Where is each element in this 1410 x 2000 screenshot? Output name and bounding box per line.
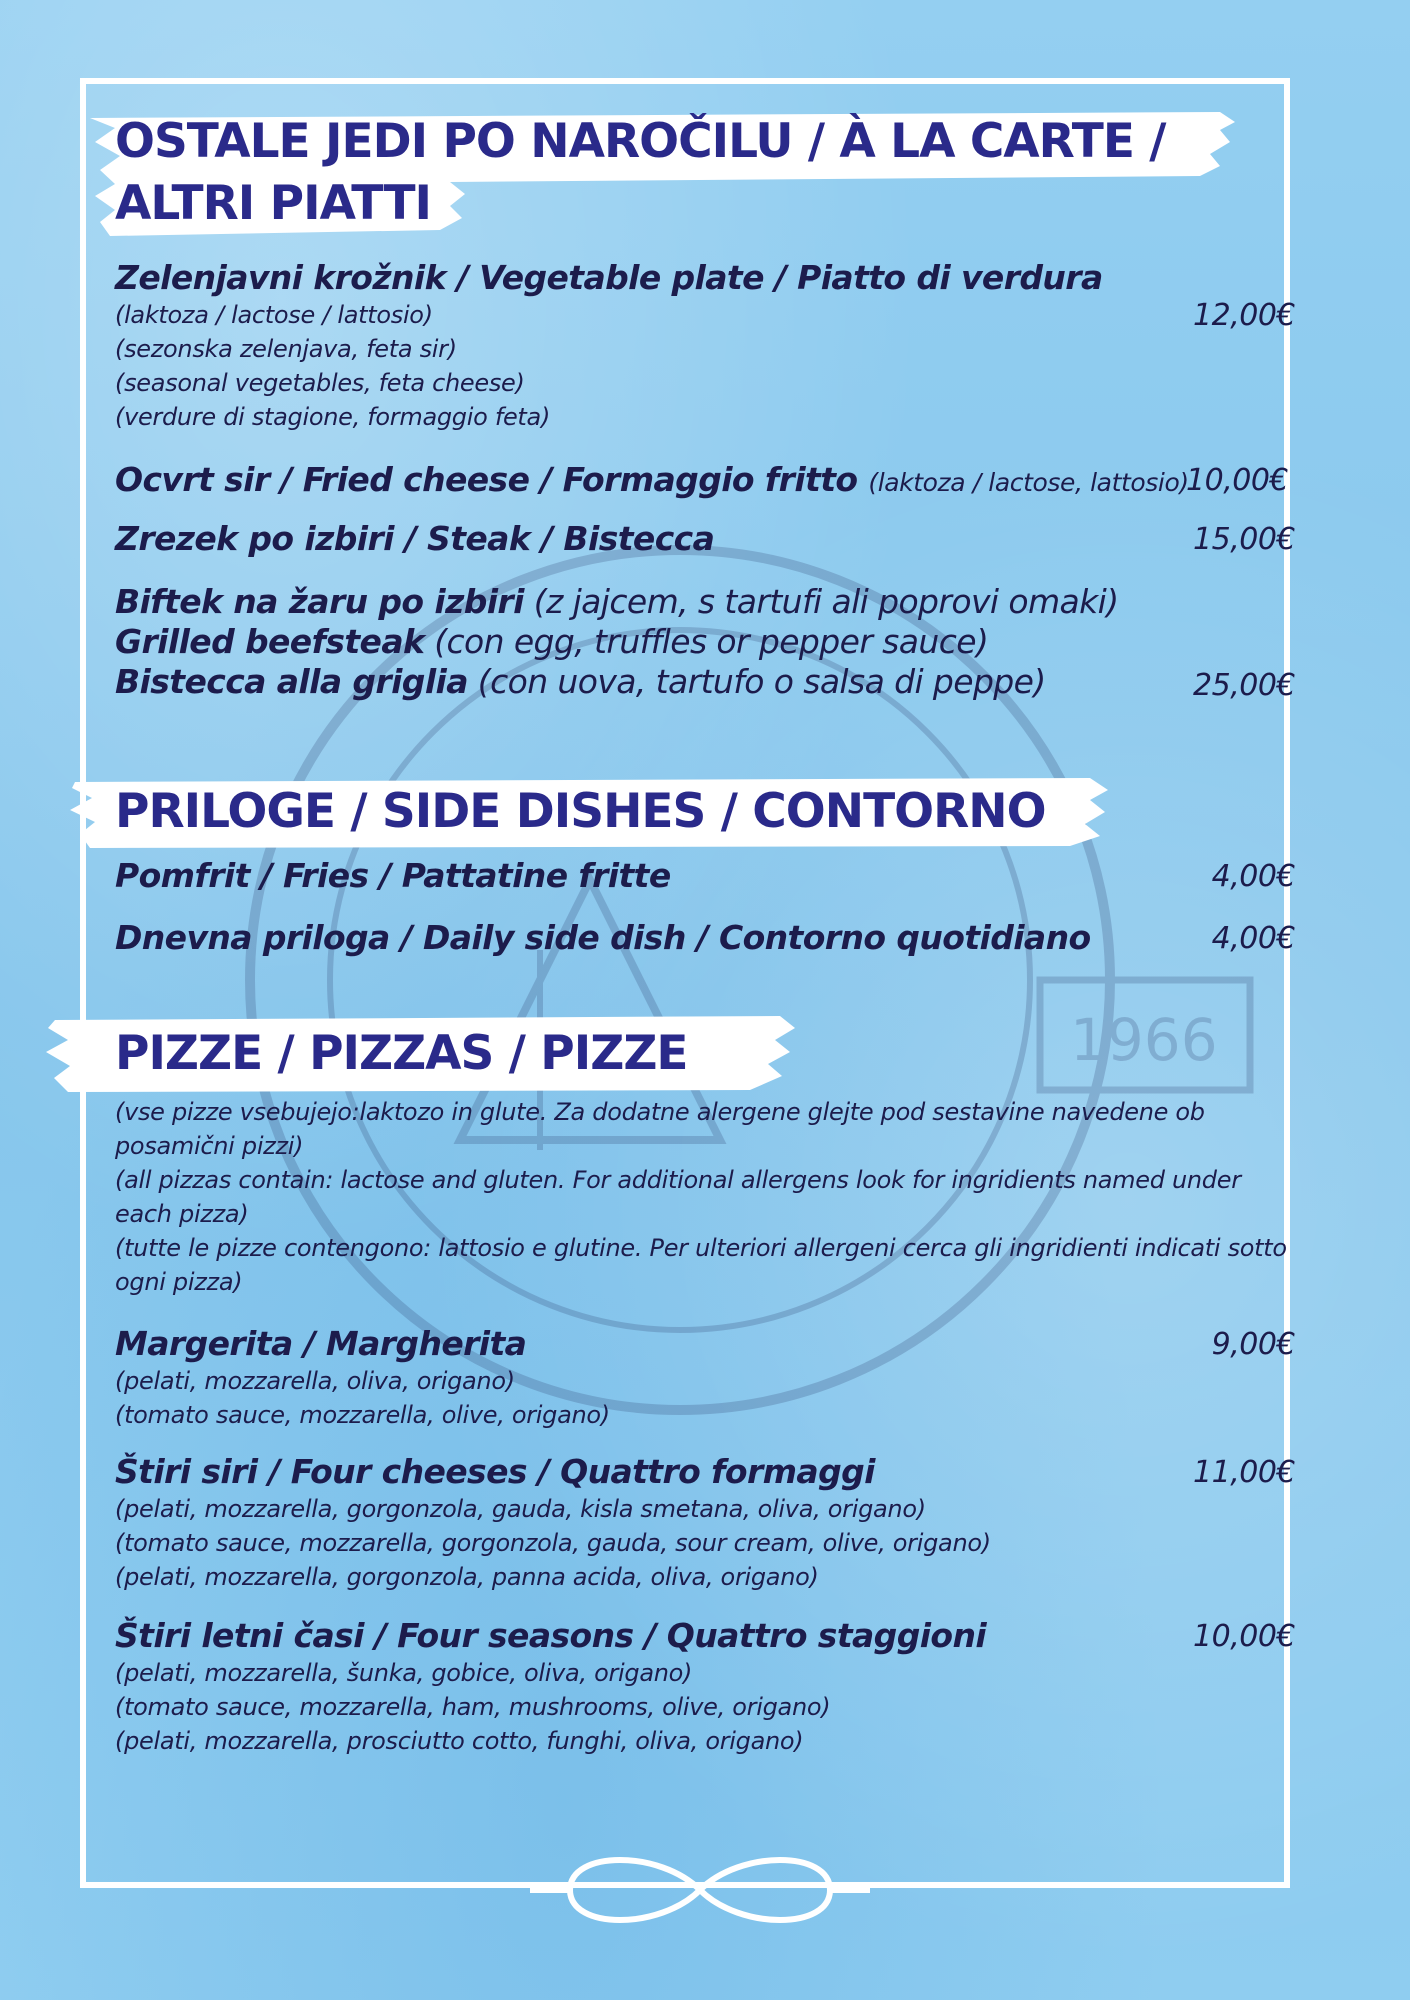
item-desc-1: (pelati, mozzarella, šunka, gobice, oliva, origano) (115, 1659, 693, 1687)
item-price: 12,00€ (1193, 298, 1295, 333)
item-desc-1: (pelati, mozzarella, oliva, origano) (115, 1367, 515, 1395)
item-price: 4,00€ (1211, 921, 1295, 956)
item-name: Štiri letni časi / Four seasons / Quattro staggioni (115, 1616, 987, 1655)
item-price: 10,00€ (1186, 463, 1288, 498)
section-header-a-la-carte (70, 104, 1250, 244)
item-desc-2: (tomato sauce, mozzarella, gorgonzola, gauda, sour cream, olive, origano) (115, 1529, 991, 1557)
item-name: Zrezek po izbiri / Steak / Bistecca (115, 519, 715, 558)
item-name-en: Grilled beefsteak (115, 622, 425, 661)
item-desc-sl: (z jajcem, s tartufi ali poprovi omaki) (523, 582, 1119, 621)
item-desc-en: (seasonal vegetables, feta cheese) (115, 369, 525, 397)
item-allergens: (laktoza / lactose / lattosio) (115, 301, 433, 329)
item-desc-sl: (sezonska zelenjava, feta sir) (115, 335, 457, 363)
item-price: 11,00€ (1193, 1455, 1295, 1490)
item-desc-3: (pelati, mozzarella, gorgonzola, panna acida, oliva, origano) (115, 1563, 819, 1591)
section-header-sides (60, 772, 1240, 852)
item-name: Štiri siri / Four cheeses / Quattro formaggi (115, 1452, 875, 1491)
item-price: 9,00€ (1211, 1327, 1295, 1362)
item-allergens: (laktoza / lactose, lattosio) (868, 468, 1189, 497)
item-price: 15,00€ (1193, 522, 1295, 557)
item-price: 25,00€ (1193, 668, 1295, 703)
note-sl-line1: (vse pizze vsebujejo:laktozo in glute. Za dodatne alergene glejte pod sestavine navedene ob (115, 1098, 1205, 1126)
item-name: Zelenjavni krožnik / Vegetable plate / Piatto di verdura (115, 258, 1103, 297)
item-name-it: Bistecca alla griglia (115, 662, 468, 701)
note-en-line2: each pizza) (115, 1200, 249, 1228)
menu-item-fried-cheese (115, 460, 1295, 503)
menu-item-steak (115, 519, 1295, 559)
menu-item-daily-side (115, 918, 1295, 958)
menu-item-beefsteak (115, 582, 1295, 702)
item-name: Dnevna priloga / Daily side dish / Contorno quotidiano (115, 918, 1091, 957)
menu-item-margherita (115, 1324, 1295, 1432)
menu-item-four-seasons (115, 1616, 1295, 1758)
pizza-allergen-note (115, 1095, 1295, 1299)
section-title: PRILOGE / SIDE DISHES / CONTORNO (115, 784, 1046, 839)
item-price: 4,00€ (1211, 859, 1295, 894)
section-title: PIZZE / PIZZAS / PIZZE (115, 1026, 688, 1081)
watermark-year: 1966 (1070, 1006, 1218, 1074)
item-name: Ocvrt sir / Fried cheese / Formaggio fritto (115, 460, 858, 499)
menu-item-vegetable-plate (115, 258, 1295, 434)
menu-item-fries (115, 856, 1295, 896)
note-it-line2: ogni pizza) (115, 1268, 243, 1296)
section-title-line2: ALTRI PIATTI (115, 176, 431, 231)
item-desc-3: (pelati, mozzarella, prosciutto cotto, funghi, oliva, origano) (115, 1727, 804, 1755)
item-desc-it: (verdure di stagione, formaggio feta) (115, 403, 551, 431)
item-name-sl: Biftek na žaru po izbiri (115, 582, 524, 621)
note-en-line1: (all pizzas contain: lactose and gluten. For additional allergens look for ingridients named under (115, 1166, 1241, 1194)
section-header-pizzas (40, 1012, 1220, 1092)
item-desc-it: (con uova, tartufo o salsa di peppe) (467, 662, 1046, 701)
item-desc-1: (pelati, mozzarella, gorgonzola, gauda, kisla smetana, oliva, origano) (115, 1495, 926, 1523)
menu-item-four-cheeses (115, 1452, 1295, 1594)
item-desc-2: (tomato sauce, mozzarella, ham, mushrooms, olive, origano) (115, 1693, 831, 1721)
item-desc-en: (con egg, truffles or pepper sauce) (424, 622, 989, 661)
item-price: 10,00€ (1193, 1619, 1295, 1654)
infinity-knot-icon (530, 1850, 870, 1930)
section-title-line1: OSTALE JEDI PO NAROČILU / À LA CARTE / (115, 114, 1166, 169)
item-desc-2: (tomato sauce, mozzarella, olive, origano) (115, 1401, 610, 1429)
item-name: Margerita / Margherita (115, 1324, 527, 1363)
note-sl-line2: posamični pizzi) (115, 1132, 304, 1160)
item-name: Pomfrit / Fries / Pattatine fritte (115, 856, 671, 895)
note-it-line1: (tutte le pizze contengono: lattosio e glutine. Per ulteriori allergeni cerca gli ingridienti indicati sotto (115, 1234, 1287, 1262)
